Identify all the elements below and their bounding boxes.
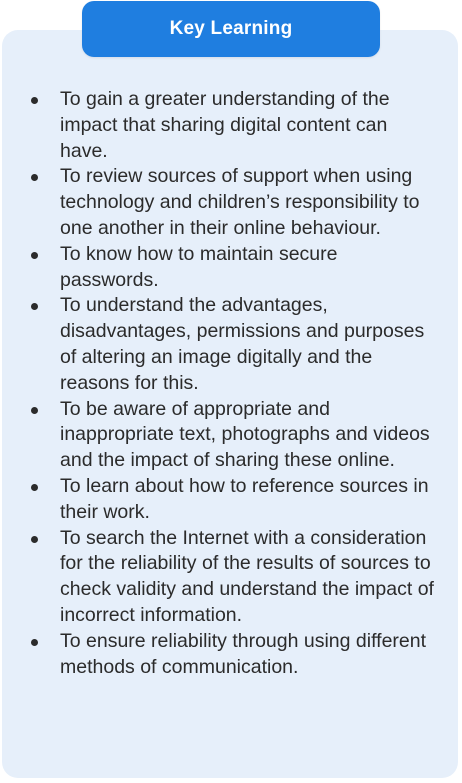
list-item-text: To understand the advantages, disadvantages, permissions and purposes of altering an image digitally and the reasons for this.: [60, 294, 425, 394]
key-learning-header: [82, 1, 380, 57]
list-item: [0, 629, 462, 681]
list-item-text: To search the Internet with a consideration for the reliability of the results of sources to check validity and understand the impact of incorrect information.: [60, 526, 434, 626]
bullet-icon: [31, 536, 38, 543]
list-item: [0, 474, 462, 526]
bullet-icon: [31, 303, 38, 310]
list-item-text: To know how to maintain secure passwords.: [60, 242, 338, 291]
bullet-icon: [31, 252, 38, 259]
bullet-icon: [31, 97, 38, 104]
header-title: Key Learning: [169, 18, 293, 39]
bullet-icon: [31, 639, 38, 646]
bullet-icon: [31, 484, 38, 491]
list-item: [0, 164, 462, 241]
bullet-icon: [31, 174, 38, 181]
list-item: [0, 242, 462, 294]
list-item-text: To be aware of appropriate and inappropriate text, photographs and videos and the impact of sharing these online.: [60, 397, 430, 472]
list-item: [0, 397, 462, 474]
list-item-text: To review sources of support when using technology and children’s responsibility to one another in their online behaviour.: [60, 165, 420, 239]
list-item-text: To gain a greater understanding of the impact that sharing digital content can have.: [60, 88, 390, 162]
list-item-text: To ensure reliability through using different methods of communication.: [60, 629, 427, 678]
list-item-text: To learn about how to reference sources in their work.: [60, 474, 429, 523]
bullet-icon: [31, 407, 38, 414]
key-learning-list: [0, 87, 462, 680]
list-item: [0, 87, 462, 164]
list-item: [0, 293, 462, 396]
list-item: [0, 526, 462, 629]
